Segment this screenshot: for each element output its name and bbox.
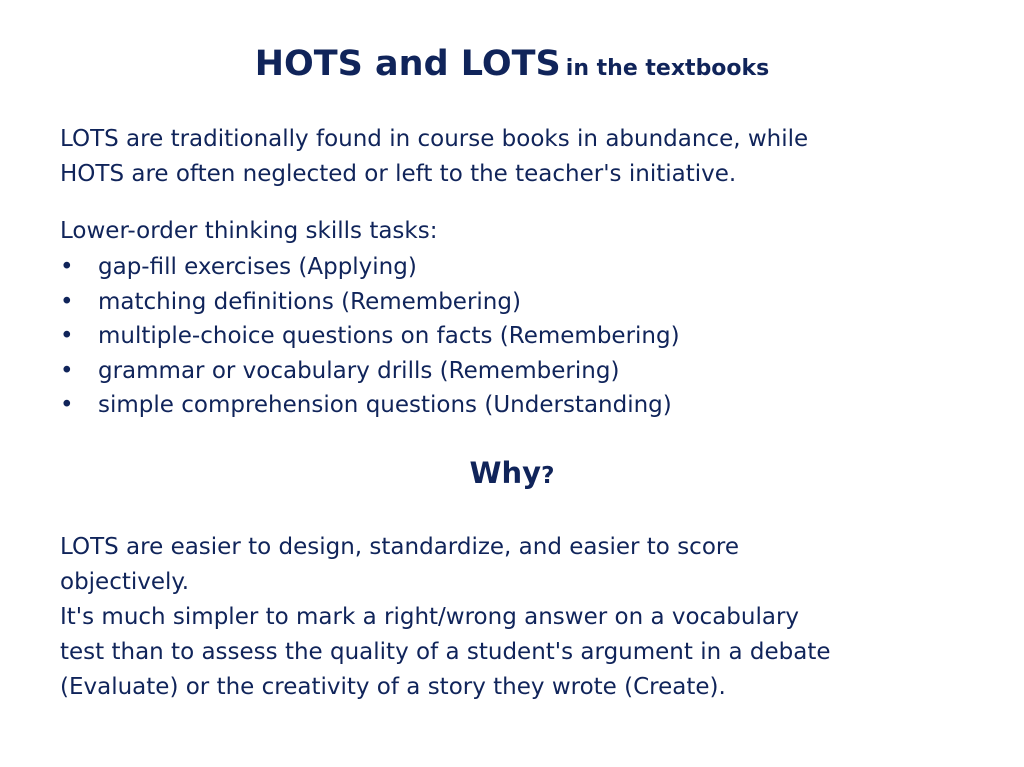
reason-paragraph (60, 530, 739, 600)
slide-title (0, 44, 1024, 84)
why-word: Why (469, 456, 542, 490)
list-item (60, 388, 680, 423)
intro-line: LOTS are traditionally found in course books in abundance, while (60, 126, 809, 152)
example-paragraph (60, 600, 831, 705)
bullet-icon: • (60, 288, 74, 315)
bullet-icon: • (60, 323, 74, 349)
list-item-text: matching definitions (Remembering) (98, 288, 521, 315)
example-line: test than to assess the quality of a student's argument in a debate (60, 639, 831, 665)
list-item (60, 250, 680, 285)
bullet-icon: • (60, 357, 74, 384)
lots-heading: Lower-order thinking skills tasks: (60, 218, 438, 244)
intro-paragraph (60, 122, 808, 192)
list-item (60, 319, 680, 354)
reason-line: LOTS are easier to design, standardize, and easier to score (60, 534, 739, 560)
lots-task-list (60, 250, 680, 423)
bullet-icon: • (60, 254, 74, 280)
example-line: (Evaluate) or the creativity of a story they wrote (Create). (60, 674, 726, 700)
list-item-text: grammar or vocabulary drills (Remembering) (98, 357, 620, 384)
bullet-icon: • (60, 392, 74, 418)
example-line: It's much simpler to mark a right/wrong answer on a vocabulary (60, 604, 800, 630)
intro-line: HOTS are often neglected or left to the teacher's initiative. (60, 161, 737, 187)
list-item-text: gap-fill exercises (Applying) (98, 254, 417, 280)
list-item-text: multiple-choice questions on facts (Remembering) (98, 323, 680, 349)
list-item (60, 285, 680, 320)
reason-line: objectively. (60, 569, 190, 595)
title-main: HOTS and LOTS (254, 44, 561, 84)
list-item-text: simple comprehension questions (Understanding) (98, 392, 672, 418)
why-question-mark: ? (541, 463, 555, 489)
list-item (60, 354, 680, 389)
why-heading (0, 456, 1024, 490)
title-sub: in the textbooks (565, 56, 770, 81)
